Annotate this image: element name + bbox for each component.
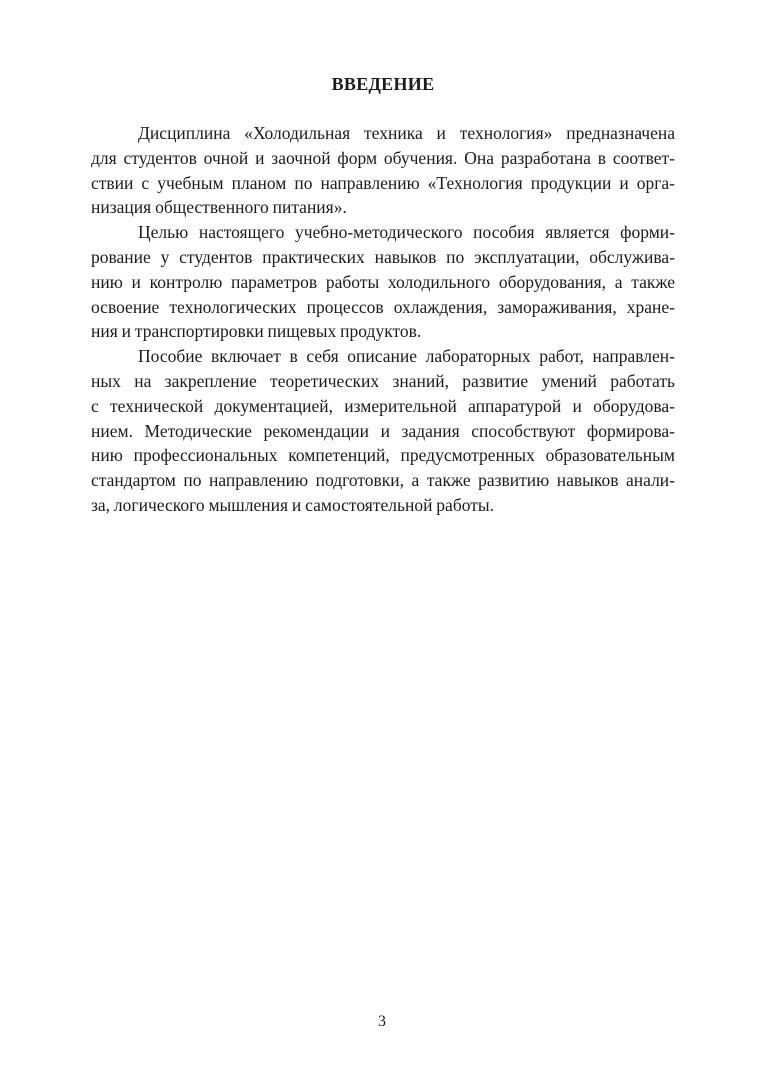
text-line: низация общественного питания». [91,197,347,218]
text-line: Целью настоящего учебно-методического пособия является форми- [138,222,675,243]
text-line: за, логического мышления и самостоятельной работы. [91,494,495,515]
text-line: нию и контролю параметров работы холодильного оборудования, а также [91,271,675,292]
text-line: для студентов очной и заочной форм обучения. Она разработана в соответ- [91,147,675,168]
text-line: рование у студентов практических навыков по эксплуатации, обслужива- [91,246,675,267]
paragraph [91,121,675,220]
text-line: с технической документацией, измерительной аппаратурой и оборудова- [91,395,675,416]
text-line: освоение технологических процессов охлаждения, замораживания, хране- [91,296,675,317]
text-block [91,72,675,518]
text-line: стандартом по направлению подготовки, а также развитию навыков анали- [91,470,675,491]
paragraph [91,220,675,344]
page-title: ВВЕДЕНИЕ [331,74,435,94]
text-line: ных на закрепление теоретических знаний, развитие умений работать [91,370,675,391]
text-line: Пособие включает в себя описание лабораторных работ, направлен- [138,346,675,367]
text-line: Дисциплина «Холодильная техника и технология» предназначена [138,123,675,143]
text-line: ствии с учебным планом по направлению «Технология продукции и орга- [91,172,675,193]
text-line: нием. Методические рекомендации и задания способствуют формирова- [91,420,675,441]
page-number: 3 [378,1013,386,1030]
paragraph [91,344,675,518]
text-line: нию профессиональных компетенций, предусмотренных образовательным [91,445,675,466]
text-line: ния и транспортировки пищевых продуктов. [91,321,422,342]
